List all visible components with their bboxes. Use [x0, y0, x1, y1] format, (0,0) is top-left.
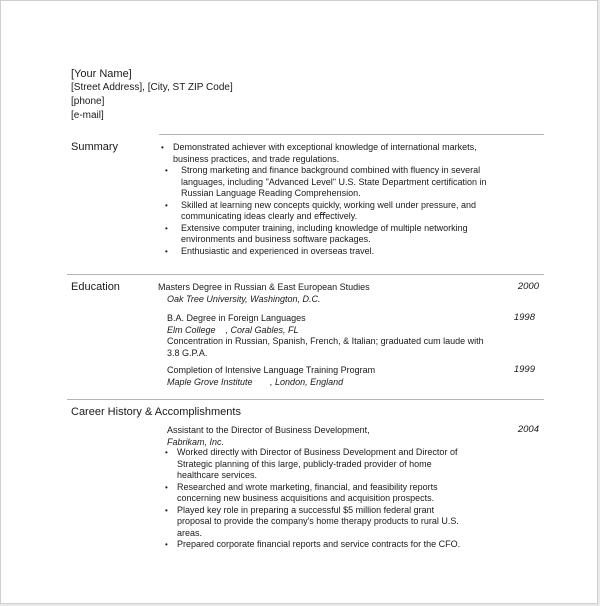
resume-name: [Your Name] — [71, 68, 132, 80]
education-detail: Concentration in Russian, Spanish, French, & Italian; graduated cum laude with 3.8 G.P.A. — [167, 336, 484, 358]
job-year: 2004 — [517, 424, 539, 435]
bullet-icon: • — [165, 223, 168, 233]
summary-heading: Summary — [71, 141, 119, 153]
section-divider — [67, 274, 544, 275]
degree: Completion of Intensive Language Training Program — [167, 365, 376, 375]
summary-item: • Enthusiastic and experienced in overseas travel. — [165, 245, 375, 256]
education-year: 1999 — [513, 364, 535, 375]
bullet-icon: • — [165, 505, 168, 515]
education-entry — [158, 282, 498, 305]
degree: B.A. Degree in Foreign Languages — [167, 313, 306, 323]
career-item: • Researched and wrote marketing, ﬁnancial, and feasibility reports concerning new business acquisitions and acquisition prospects. — [165, 481, 438, 503]
job-entry — [167, 425, 497, 448]
bullet-icon: • — [165, 540, 168, 549]
summary-list — [161, 142, 506, 257]
bullet-icon: • — [161, 143, 164, 152]
summary-item: • Demonstrated achiever with exceptional knowledge of international markets, business practices, and trade regulations. — [161, 142, 477, 164]
bullet-icon: • — [165, 246, 168, 256]
contact-header — [71, 67, 233, 123]
education-heading: Education — [71, 281, 120, 293]
career-list — [165, 447, 465, 551]
career-item: • Worked directly with Director of Business Development and Director of Strategic planning of this large, publicly-traded provider of home healthcare services. — [165, 447, 458, 480]
education-entry — [167, 313, 487, 359]
institution: Elm College , Coral Gables, FL — [167, 324, 299, 335]
education-year: 2000 — [517, 281, 539, 292]
career-item: • Played key role in preparing a successful $5 million federal grant proposal to provide the company's home therapy products to rural U.S. areas. — [165, 504, 459, 538]
institution: Oak Tree University, Washington, D.C. — [167, 293, 321, 304]
company: Fabrikam, Inc. — [167, 436, 225, 447]
degree: Masters Degree in Russian & East European Studies — [158, 282, 370, 292]
email: [e-mail] — [71, 110, 104, 121]
education-entry — [167, 365, 487, 388]
summary-item: • Skilled at learning new concepts quickly, working well under pressure, and communicating ideas clearly and eﬀectively. — [165, 199, 476, 221]
phone: [phone] — [71, 96, 105, 107]
job-position: Assistant to the Director of Business Development, — [167, 425, 370, 435]
summary-item: • Extensive computer training, including knowledge of multiple networking environments and business software packages. — [165, 222, 468, 244]
street-address: [Street Address], [City, ST ZIP Code] — [71, 82, 233, 93]
career-item: • Prepared corporate ﬁnancial reports and service contracts for the CFO. — [165, 539, 461, 549]
bullet-icon: • — [165, 166, 168, 175]
bullet-icon: • — [165, 200, 168, 210]
summary-item: • Strong marketing and ﬁnance background combined with ﬂuency in several languages, including "Advanced Level" U.S. State Department certiﬁcation in Russian Language Reading Comprehension. — [165, 165, 487, 198]
bullet-icon: • — [165, 482, 168, 492]
career-heading: Career History & Accomplishments — [71, 406, 241, 418]
section-divider — [67, 399, 544, 400]
bullet-icon: • — [165, 448, 168, 457]
education-year: 1998 — [513, 312, 535, 323]
header-rule — [159, 134, 544, 135]
institution: Maple Grove Institute , London, England — [167, 376, 344, 387]
